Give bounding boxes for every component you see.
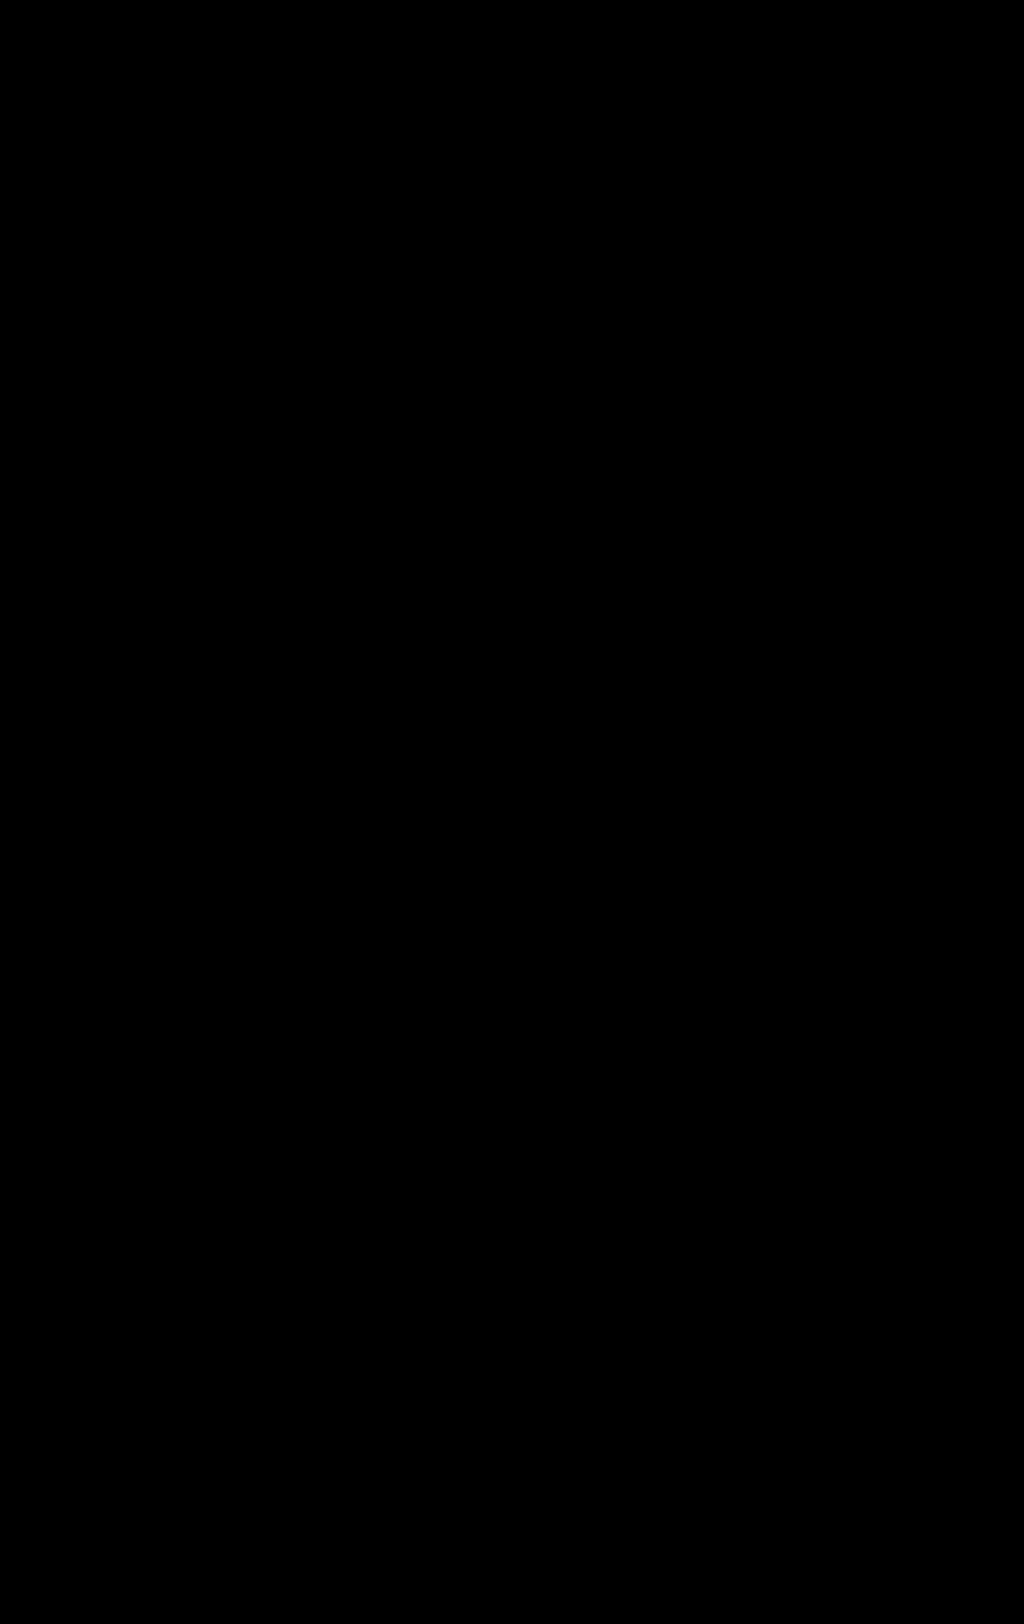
- row-8-3-line1: 8.3. 50-procentowe udarowe piorunowe napięcie przeskoku: [210, 520, 659, 539]
- row-8-3-line2: biegunowości ujemnej $^{4)}$: [258, 541, 439, 561]
- row-9-1b: rodzaj materiału elektroizolacyjnego $^{1)}$: [328, 841, 612, 861]
- row-number-cd: c.d.: [140, 205, 168, 224]
- row-9-1a: nazwa materiału elektroizolacyjnego $^{1)}$: [328, 800, 615, 820]
- header-rule: [350, 84, 653, 85]
- row-9-2c-line2: (element złącza o ruchu nieograniczo-: [322, 1063, 610, 1082]
- row-8-5-line2: o częstotliwości sieciowej, w deszczu $^{5)}$: [258, 672, 553, 692]
- row-7-4-line2: (należy stwierdzić spełnienie wymagań według p. 6.4.): [268, 267, 678, 286]
- row-9-2f-line3: antykorozyjnej: [322, 1297, 431, 1316]
- header-dash: –: [351, 97, 368, 113]
- row-7-3-unit: kN: [826, 201, 847, 220]
- row-9-2a: typ okucia $^{1)}$: [328, 958, 419, 978]
- row-9-2c-line3: nym): [322, 1085, 360, 1104]
- row-7-3-line2: bu $^{1)}$: [252, 212, 285, 232]
- handwritten-initials: [30, 1365, 120, 1425]
- row-9-1-title: 9.1. Część izolacyjna izolatora (część ceramiczna): [210, 759, 590, 778]
- row-8-4-line2: o częstotliwości sieciowej, w deszczu (1-minutowe) $^{1)}$: [258, 606, 657, 626]
- row-9-2e-line1: metoda zabezpieczenia antykorozyjne-: [328, 1187, 622, 1206]
- row-7-5-line1: 7.5. Odporność na zmiany temperatury przy obciążeniu: [210, 298, 627, 317]
- page-number: 29: [912, 1345, 931, 1364]
- row-8-3-unit: kV: [820, 532, 840, 551]
- section-8-title: Właściwości elektryczne: [210, 353, 409, 372]
- row-9-1c: barwa szkliwa: [322, 885, 428, 904]
- row-7-4-line1: 7.4. Odporność na nagłe zmiany temperatury: [210, 245, 551, 264]
- row-8-5-unit: kV: [820, 661, 840, 680]
- row-9-2d-unit: kN: [818, 1139, 839, 1158]
- row-8-2-line1: 8.2. 50-procentowe udarowe piorunowe napięcie przeskoku: [210, 458, 659, 477]
- section-9-title: Właściwości i parametry elementów izolatora: [210, 714, 575, 733]
- row-9-2e-line2: go okuć: [328, 1209, 388, 1228]
- row-9-2b: materiał i sposób wykonania okucia: [328, 1000, 596, 1019]
- row-9-2d-line2: łość okucia na rozciąganie $^{1), 6)}$: [328, 1146, 556, 1166]
- section-8-number: 8.: [170, 353, 185, 372]
- row-9-2-title: 9.2. Okucia: [207, 923, 293, 942]
- section-9-number: 9.: [170, 714, 185, 733]
- row-number: p. 7.: [140, 187, 174, 206]
- row-9-2f-unit2: µm: [822, 1300, 846, 1319]
- row-9-2f-line1: minimalna grubość po-: [322, 1253, 494, 1272]
- row-9-2f-unit1: µm: [822, 1259, 846, 1278]
- row-8-1-line2: we na sucho $^{1)}$: [252, 422, 362, 442]
- row-8-1-unit: kV: [820, 409, 840, 428]
- row-7-3-line1: 7.3. Rozciągające obciążenie probiercze w badaniach wyro-: [210, 191, 662, 210]
- doc-title: Ceramiczne długopienne izolatory wiszące do sieci 220 kV: [367, 97, 744, 113]
- header-rule: [697, 84, 887, 85]
- row-8-2-unit: kV: [820, 470, 840, 489]
- running-header: [147, 97, 744, 113]
- row-8-4-line1: 8.4. Znamionowe napięcie wytrzymywane przemienne: [210, 585, 619, 604]
- row-8-1-line1: 8.1. Znamionowe napięcie wytrzymywane udarowe piorunо-: [210, 401, 662, 420]
- table-title: TABLICA 8.1. c.d.: [147, 143, 281, 162]
- row-9-2f-line2: włoki: [322, 1275, 360, 1294]
- row-9-2c-line1: wymiary (rozmiar) ucha widlastego $^{1)}$: [322, 1040, 598, 1060]
- row-8-4-unit: kV: [820, 597, 840, 616]
- row-9-2f-sub1-line2: cie: [533, 1271, 555, 1290]
- row-8-2-line2: biegunowości dodatniej$^{4)}$: [258, 479, 444, 499]
- row-9-2d-line1: znamionowa mechaniczna wytrzyma-: [328, 1125, 611, 1144]
- row-7-5-line2: (należy stwierdzić spełnienie wymagań według p. 6.6.): [268, 320, 678, 339]
- doc-id: PSE-TS.IZDL.220.0 PL/2014v.1: [147, 97, 352, 113]
- row-9-2f-sub1-line1: w pojedynczym punk-: [533, 1249, 697, 1268]
- row-9-2f-sub2: średnia: [533, 1298, 589, 1317]
- row-8-5-line1: 8.5. Najmniejsze napięcie przeskoku przemienne: [210, 651, 580, 670]
